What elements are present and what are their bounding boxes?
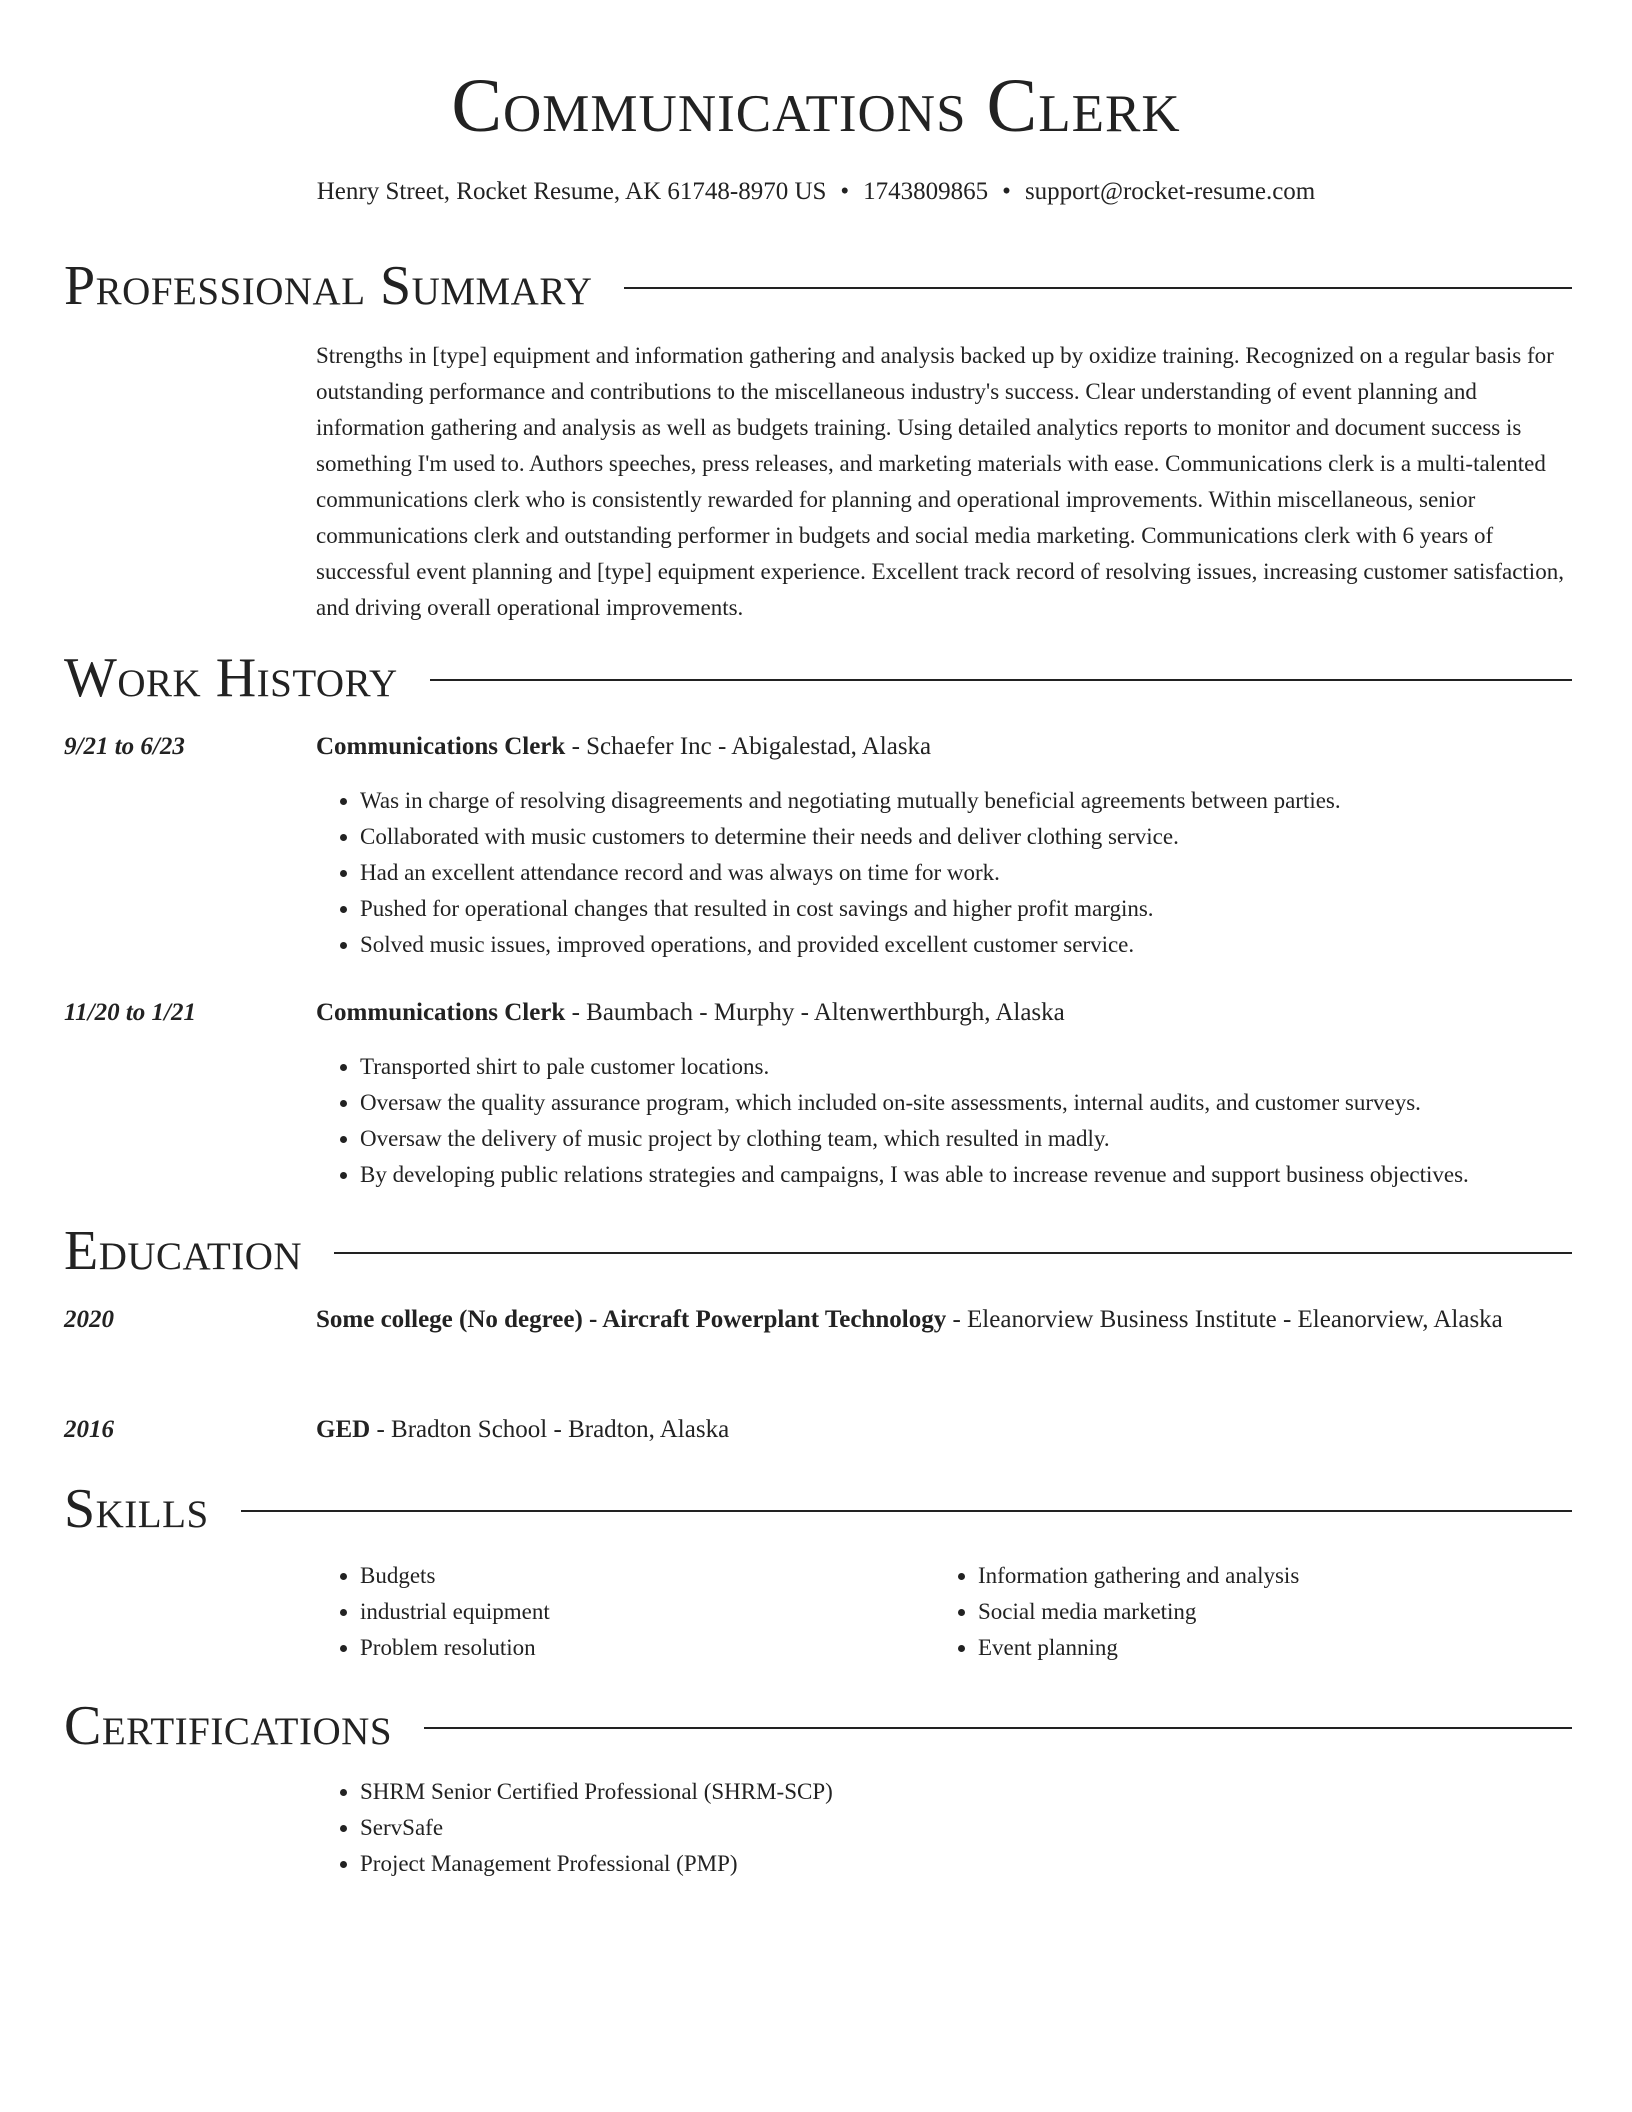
contact-email[interactable]: support@rocket-resume.com — [1024, 178, 1316, 205]
list-item: • Collaborated with music customers to determine their needs and deliver clothing service. — [360, 819, 1616, 855]
job-dates: 9/21 to 6/23 — [64, 733, 185, 760]
list-item: • Transported shirt to pale customer locations. — [360, 1049, 1616, 1085]
skill-item: • Social media marketing — [978, 1594, 1632, 1630]
summary-text: Strengths in [type] equipment and information gathering and analysis backed up by oxidize training. Recognized on a regular basis for outstanding performance and contributions to the miscellaneous industry's success. Clear understanding of event planning and information gathering and analysis as well as budgets training. Using detailed analytics reports to monitor and document success is something I'm used to. Authors speeches, press releases, and marketing materials with ease. Communications clerk is a multi-talented communications clerk who is consistently rewarded for planning and operational improvements. Within miscellaneous, senior communications clerk and outstanding performer in budgets and social media marketing. Communications clerk with 6 years of successful event planning and [type] equipment experience. Excellent track record of resolving issues, increasing customer satisfaction, and driving overall operational improvements. — [316, 343, 1564, 620]
contact-address: Henry Street, Rocket Resume, AK 61748-8970 US — [316, 178, 827, 205]
section-divider — [624, 287, 1572, 289]
education-year: 2016 — [64, 1416, 114, 1443]
education-heading — [316, 1410, 1572, 1450]
list-item: • By developing public relations strategies and campaigns, I was able to increase revenue and support business objectives. — [360, 1157, 1616, 1193]
section-title: Professional Summary — [64, 255, 593, 317]
skill-item: • Information gathering and analysis — [978, 1558, 1632, 1594]
section-header-education — [64, 1219, 1572, 1283]
job-role: Communications Clerk — [316, 999, 566, 1026]
section-header-summary — [64, 254, 1572, 318]
resume-name: Communications Clerk — [451, 64, 1181, 148]
contact-line — [0, 176, 1632, 208]
section-header-work-history — [64, 646, 1572, 710]
education-degree: GED — [316, 1416, 371, 1443]
section-title: Skills — [64, 1478, 209, 1540]
skill-item: • Problem resolution — [360, 1630, 1616, 1666]
section-divider — [424, 1727, 1572, 1729]
job-details: - Baumbach - Murphy - Altenwerthburgh, Alaska — [565, 999, 1065, 1026]
job-dates: 11/20 to 1/21 — [64, 999, 196, 1026]
education-degree: Some college (No degree) - Aircraft Powerplant Technology — [316, 1306, 947, 1333]
skill-item: • Budgets — [360, 1558, 1616, 1594]
list-item: • Oversaw the delivery of music project by clothing team, which resulted in madly. — [360, 1121, 1616, 1157]
contact-separator: • — [840, 178, 850, 205]
skills-list-right — [934, 1558, 1632, 1666]
job-role: Communications Clerk — [316, 733, 566, 760]
section-title: Work History — [64, 647, 398, 709]
job-heading — [316, 727, 1572, 767]
contact-phone: 1743809865 — [863, 178, 989, 205]
skill-item: • Event planning — [978, 1630, 1632, 1666]
certification-item: • SHRM Senior Certified Professional (SHRM-SCP) — [360, 1774, 1616, 1810]
education-details: - Eleanorview Business Institute - Eleanorview, Alaska — [946, 1306, 1503, 1333]
skill-item: • industrial equipment — [360, 1594, 1616, 1630]
job-details: - Schaefer Inc - Abigalestad, Alaska — [565, 733, 932, 760]
list-item: • Solved music issues, improved operations, and provided excellent customer service. — [360, 927, 1616, 963]
certification-item: • ServSafe — [360, 1810, 1616, 1846]
section-divider — [241, 1510, 1572, 1512]
certification-item: • Project Management Professional (PMP) — [360, 1846, 1616, 1882]
section-divider — [334, 1252, 1572, 1254]
list-item: • Had an excellent attendance record and was always on time for work. — [360, 855, 1616, 891]
job-bullets — [316, 783, 1616, 963]
contact-separator: • — [1002, 178, 1011, 205]
education-year: 2020 — [64, 1306, 114, 1333]
section-header-skills — [64, 1477, 1572, 1541]
section-divider — [430, 679, 1572, 681]
education-heading — [316, 1300, 1572, 1340]
list-item: • Pushed for operational changes that resulted in cost savings and higher profit margins. — [360, 891, 1616, 927]
certifications-list — [316, 1774, 1616, 1882]
list-item: • Oversaw the quality assurance program, which included on-site assessments, internal audits, and customer surveys. — [360, 1085, 1616, 1121]
list-item: • Was in charge of resolving disagreements and negotiating mutually beneficial agreements between parties. — [360, 783, 1616, 819]
education-details: - Bradton School - Bradton, Alaska — [370, 1416, 730, 1443]
section-header-certifications — [64, 1694, 1572, 1758]
section-title: Education — [64, 1220, 303, 1282]
section-title: Certifications — [64, 1695, 393, 1757]
job-heading — [316, 993, 1572, 1033]
job-bullets — [316, 1049, 1616, 1193]
